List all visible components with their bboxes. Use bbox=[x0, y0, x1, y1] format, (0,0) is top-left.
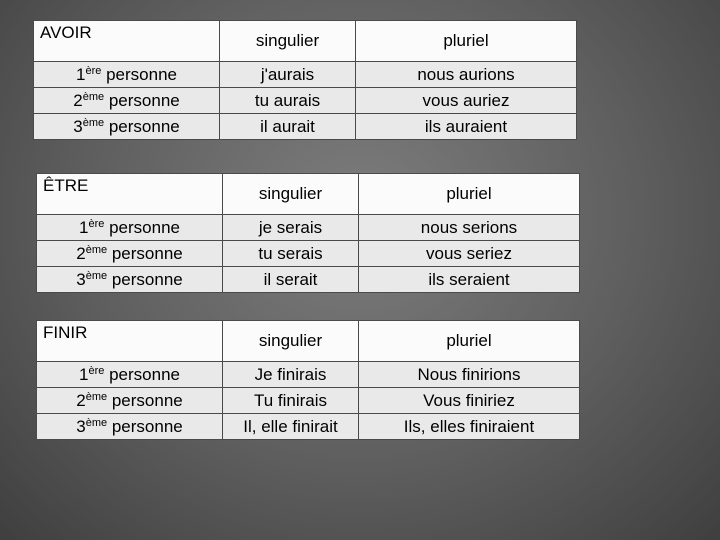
pluriel-form: nous aurions bbox=[356, 62, 577, 88]
pluriel-form: ils seraient bbox=[359, 267, 580, 293]
person-label: 1ère personne bbox=[34, 62, 220, 88]
conjugation-table-avoir bbox=[33, 20, 577, 140]
conjugation-table-finir bbox=[36, 320, 580, 440]
singulier-form: il serait bbox=[223, 267, 359, 293]
table-header-row bbox=[34, 21, 577, 62]
person-label: 1ère personne bbox=[37, 362, 223, 388]
person-label: 1ère personne bbox=[37, 215, 223, 241]
pluriel-form: vous auriez bbox=[356, 88, 577, 114]
singulier-form: Je finirais bbox=[223, 362, 359, 388]
table-header-row bbox=[37, 321, 580, 362]
table-row bbox=[34, 62, 577, 88]
pluriel-form: Vous finiriez bbox=[359, 388, 580, 414]
verb-title: FINIR bbox=[37, 321, 223, 362]
singulier-form: Tu finirais bbox=[223, 388, 359, 414]
pluriel-form: ils auraient bbox=[356, 114, 577, 140]
conjugation-table-etre bbox=[36, 173, 580, 293]
person-label: 3ème personne bbox=[37, 414, 223, 440]
pluriel-form: vous seriez bbox=[359, 241, 580, 267]
singulier-form: Il, elle finirait bbox=[223, 414, 359, 440]
column-header-singulier: singulier bbox=[223, 321, 359, 362]
pluriel-form: nous serions bbox=[359, 215, 580, 241]
table-row bbox=[37, 241, 580, 267]
table-row bbox=[37, 215, 580, 241]
person-label: 3ème personne bbox=[34, 114, 220, 140]
singulier-form: tu serais bbox=[223, 241, 359, 267]
pluriel-form: Ils, elles finiraient bbox=[359, 414, 580, 440]
person-label: 2ème personne bbox=[34, 88, 220, 114]
column-header-singulier: singulier bbox=[223, 174, 359, 215]
singulier-form: il aurait bbox=[220, 114, 356, 140]
verb-title: ÊTRE bbox=[37, 174, 223, 215]
table-row bbox=[37, 267, 580, 293]
person-label: 3ème personne bbox=[37, 267, 223, 293]
column-header-pluriel: pluriel bbox=[359, 174, 580, 215]
person-label: 2ème personne bbox=[37, 388, 223, 414]
singulier-form: je serais bbox=[223, 215, 359, 241]
pluriel-form: Nous finirions bbox=[359, 362, 580, 388]
table-header-row bbox=[37, 174, 580, 215]
person-label: 2ème personne bbox=[37, 241, 223, 267]
table-row bbox=[37, 414, 580, 440]
column-header-pluriel: pluriel bbox=[356, 21, 577, 62]
table-row bbox=[34, 88, 577, 114]
table-row bbox=[34, 114, 577, 140]
table-row bbox=[37, 388, 580, 414]
verb-title: AVOIR bbox=[34, 21, 220, 62]
column-header-singulier: singulier bbox=[220, 21, 356, 62]
singulier-form: tu aurais bbox=[220, 88, 356, 114]
singulier-form: j'aurais bbox=[220, 62, 356, 88]
table-row bbox=[37, 362, 580, 388]
column-header-pluriel: pluriel bbox=[359, 321, 580, 362]
